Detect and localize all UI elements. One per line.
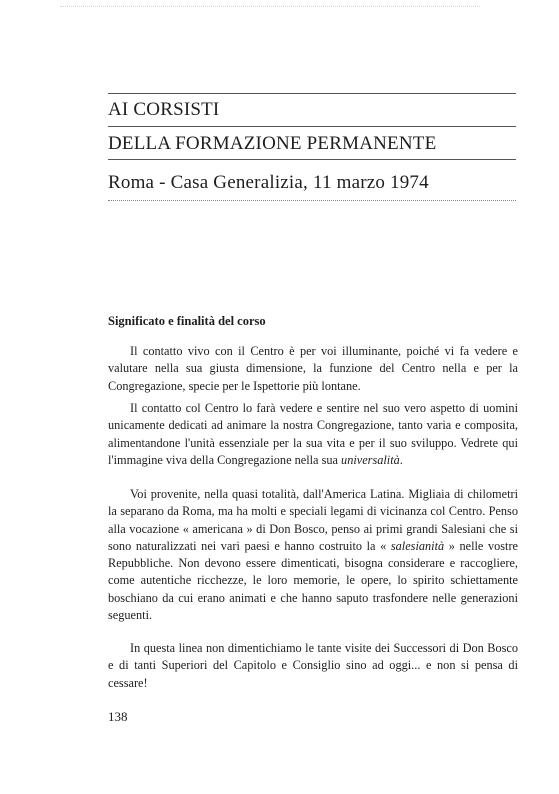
paragraph-2-end: . — [399, 452, 403, 467]
paragraph-3 — [108, 486, 518, 624]
paragraph-1: Il contatto vivo con il Centro è per voi illuminante, poiché vi fa vedere e valutare nella sua giusta dimensione, la funzione del Centro nella e per la Congregazione, specie per le Ispettorie più lontane. — [108, 344, 518, 393]
paragraph-4: In questa linea non dimentichiamo le tante visite dei Successori di Don Bosco e di tanti Superiori del Capitolo e Consiglio sino ad oggi... e non si pensa di cessare! — [108, 641, 518, 690]
paragraph-2 — [108, 400, 518, 469]
paragraph-3-emphasis: salesianità — [390, 538, 445, 553]
header-rule-1 — [108, 126, 516, 127]
header-rule-2 — [108, 159, 516, 160]
header-title-line3: Roma - Casa Generalizia, 11 marzo 1974 — [108, 172, 429, 193]
header-rule-top — [108, 93, 516, 94]
scan-noise-line — [60, 6, 480, 7]
paragraph-3-end: » nelle vostre Repubbliche. Non devono essere dimenticati, bisogna considerare e raccogliere, come autentiche ricchezze, le loro memorie, le opere, lo spirito schiettamente boschiano da cui erano animati e che hanno saputo trasfondere nelle generazioni seguenti. — [108, 538, 518, 623]
header-title-line1: AI CORSISTI — [108, 99, 220, 120]
header-title-line2: DELLA FORMAZIONE PERMANENTE — [108, 133, 437, 154]
section-title: Significato e finalità del corso — [108, 314, 266, 328]
page-number: 138 — [108, 709, 128, 724]
paragraph-3-text: Voi provenite, nella quasi totalità, dall'America Latina. Migliaia di chilometri la separano da Roma, ma ha molti e speciali legami di vicinanza col Centro. Penso alla vocazione « americana » di Don Bosco, penso ai primi grandi Salesiani che si sono naturalizzati nei vari paesi e hanno costruito la « — [108, 487, 518, 553]
header-rule-bottom — [108, 200, 516, 201]
paragraph-2-emphasis: universalità — [341, 452, 400, 467]
paragraph-2-text: Il contatto col Centro lo farà vedere e sentire nel suo vero aspetto di uomini unicamente dedicati ad animare la nostra Congregazione, tanto varia e composita, alimentandone l'unità essenziale per la sua vita e per il suo sviluppo. Vedrete qui l'immagine viva della Congregazione nella sua — [108, 401, 518, 467]
